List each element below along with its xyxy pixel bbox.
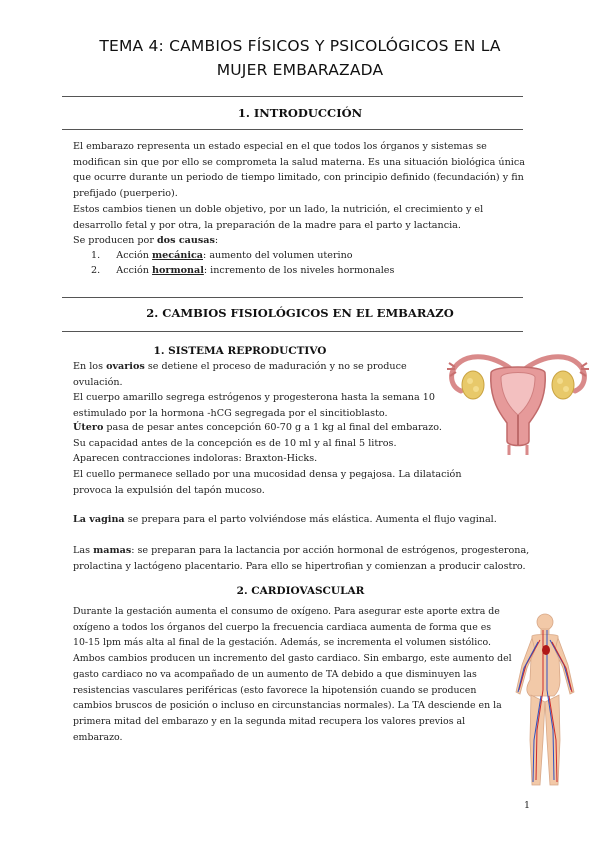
keyword: mecánica [152,250,204,261]
text-span: se detiene el proceso de maduración y no se produce ovulación. [73,361,407,388]
bold-text: ovarios [106,361,145,372]
section-heading-cambios: 2. CAMBIOS FISIOLÓGICOS EN EL EMBARAZO [146,306,454,320]
intro-text-3 [73,233,531,249]
subheading-reproductivo: 1. SISTEMA REPRODUCTIVO [153,345,327,357]
text-span: : [214,235,219,247]
follicle [557,378,563,384]
keyword: hormonal [152,265,204,276]
list-number: 1. [91,250,101,261]
follicle [473,386,479,392]
follicle [563,386,569,392]
right-ovary [552,371,574,399]
text-span: : incremento de los niveles hormonales [203,265,395,276]
text-line: Aparecen contracciones indoloras: Braxton-Hicks. [73,453,318,465]
page-title-line-2: MUJER EMBARAZADA [216,61,384,79]
text-span: Acción [116,265,153,276]
page-title [0,34,600,82]
text-line: Ambos cambios producen un incremento del gasto cardiaco. Sin embargo, este aumento del [73,653,512,665]
text-line: embarazo. [73,731,123,743]
heart [542,645,550,655]
section-heading-introduccion: 1. INTRODUCCIÓN [237,106,363,120]
text-line [73,359,453,390]
text-line: gasto cardiaco no va acompañado de un aumento de TA debido a que disminuyen las [73,668,477,680]
text-line: El cuerpo amarillo segrega estrógenos y progesterona hasta la semana 10 [73,392,435,404]
text-span: En los [73,361,107,372]
circulatory-system-illustration [510,610,580,795]
cardiovascular-paragraph [73,604,523,745]
intro-paragraph [73,139,531,249]
bold-text: mamas [93,545,132,556]
left-ovary [462,371,484,399]
text-line: Su capacidad antes de la concepción es de 10 ml y al final 5 litros. [73,437,397,449]
text-span: : aumento del volumen uterino [203,250,353,261]
text-line: resistencias vasculares periféricas (esto favorece la hipotensión cuando se producen [73,684,477,696]
text-span: Acción [116,250,153,261]
text-line: estimulado por la hormona -hCG segregada por el sincitioblasto. [73,408,388,420]
text-span: se prepara para el parto volviéndose más elástica. Aumenta el flujo vaginal. [124,514,497,525]
subheading-cardiovascular: 2. CARDIOVASCULAR [236,585,365,597]
text-span: pasa de pesar antes concepción 60-70 g a 1 kg al final del embarazo. [103,422,442,433]
divider [62,331,523,332]
text-line: oxígeno a todos los órganos del cuerpo la frecuencia cardiaca aumenta de forma que es [73,621,492,633]
mamas-paragraph [73,543,533,574]
text-line: cambios bruscos de posición o incluso en circunstancias normales). La TA desciende en la [73,700,502,712]
bold-text: dos causas [156,235,215,247]
text-line: 10-15 lpm más alta al final de la gestación. Además, se incrementa el volumen sistólico. [73,637,491,649]
list-item [91,248,353,264]
bold-text: Útero [73,422,104,433]
follicle [467,378,473,384]
vagina [509,445,527,455]
text-line [73,420,463,436]
list-item [91,263,394,279]
vagina-paragraph [73,512,533,528]
divider [62,297,523,298]
text-span: Se producen por [73,235,157,247]
divider [62,129,523,130]
text-span: : se preparan para la lactancia por acción hormonal de estrógenos, progesterona, prolactina y lactógeno placentario. Para ello se hipertrofian y comienzan a producir calostro. [73,545,530,572]
bold-text: La vagina [73,514,125,525]
text-span: Las [73,545,94,556]
text-line: El cuello permanece sellado por una mucosidad densa y pegajosa. La dilatación provoca la expulsión del tapón mucoso. [73,469,462,496]
uterus-illustration [443,345,593,455]
body-silhouette [516,614,574,785]
divider [62,96,523,97]
page-number: 1 [523,800,530,811]
utero-paragraph [73,420,463,499]
intro-text-1: El embarazo representa un estado especial en el que todos los órganos y sistemas se modifican sin que por ello se comprometa la salud materna. Es una situación biológica única que ocurre durante un periodo de tiempo limitado, con principio definido (fecundación) y fin prefijado (puerperio). [73,141,525,200]
list-number: 2. [91,265,101,276]
ovarios-paragraph [73,359,453,422]
page-title-line-1: TEMA 4: CAMBIOS FÍSICOS Y PSICOLÓGICOS EN LA [99,37,501,55]
text-line: primera mitad del embarazo y en la segunda mitad recupera los valores previos al [73,715,466,727]
intro-text-2: Estos cambios tienen un doble objetivo, por un lado, la nutrición, el crecimiento y el desarrollo fetal y por otra, la preparación de la madre para el parto y lactancia. [73,203,484,231]
text-line: Durante la gestación aumenta el consumo de oxígeno. Para asegurar este aporte extra de [73,606,500,617]
